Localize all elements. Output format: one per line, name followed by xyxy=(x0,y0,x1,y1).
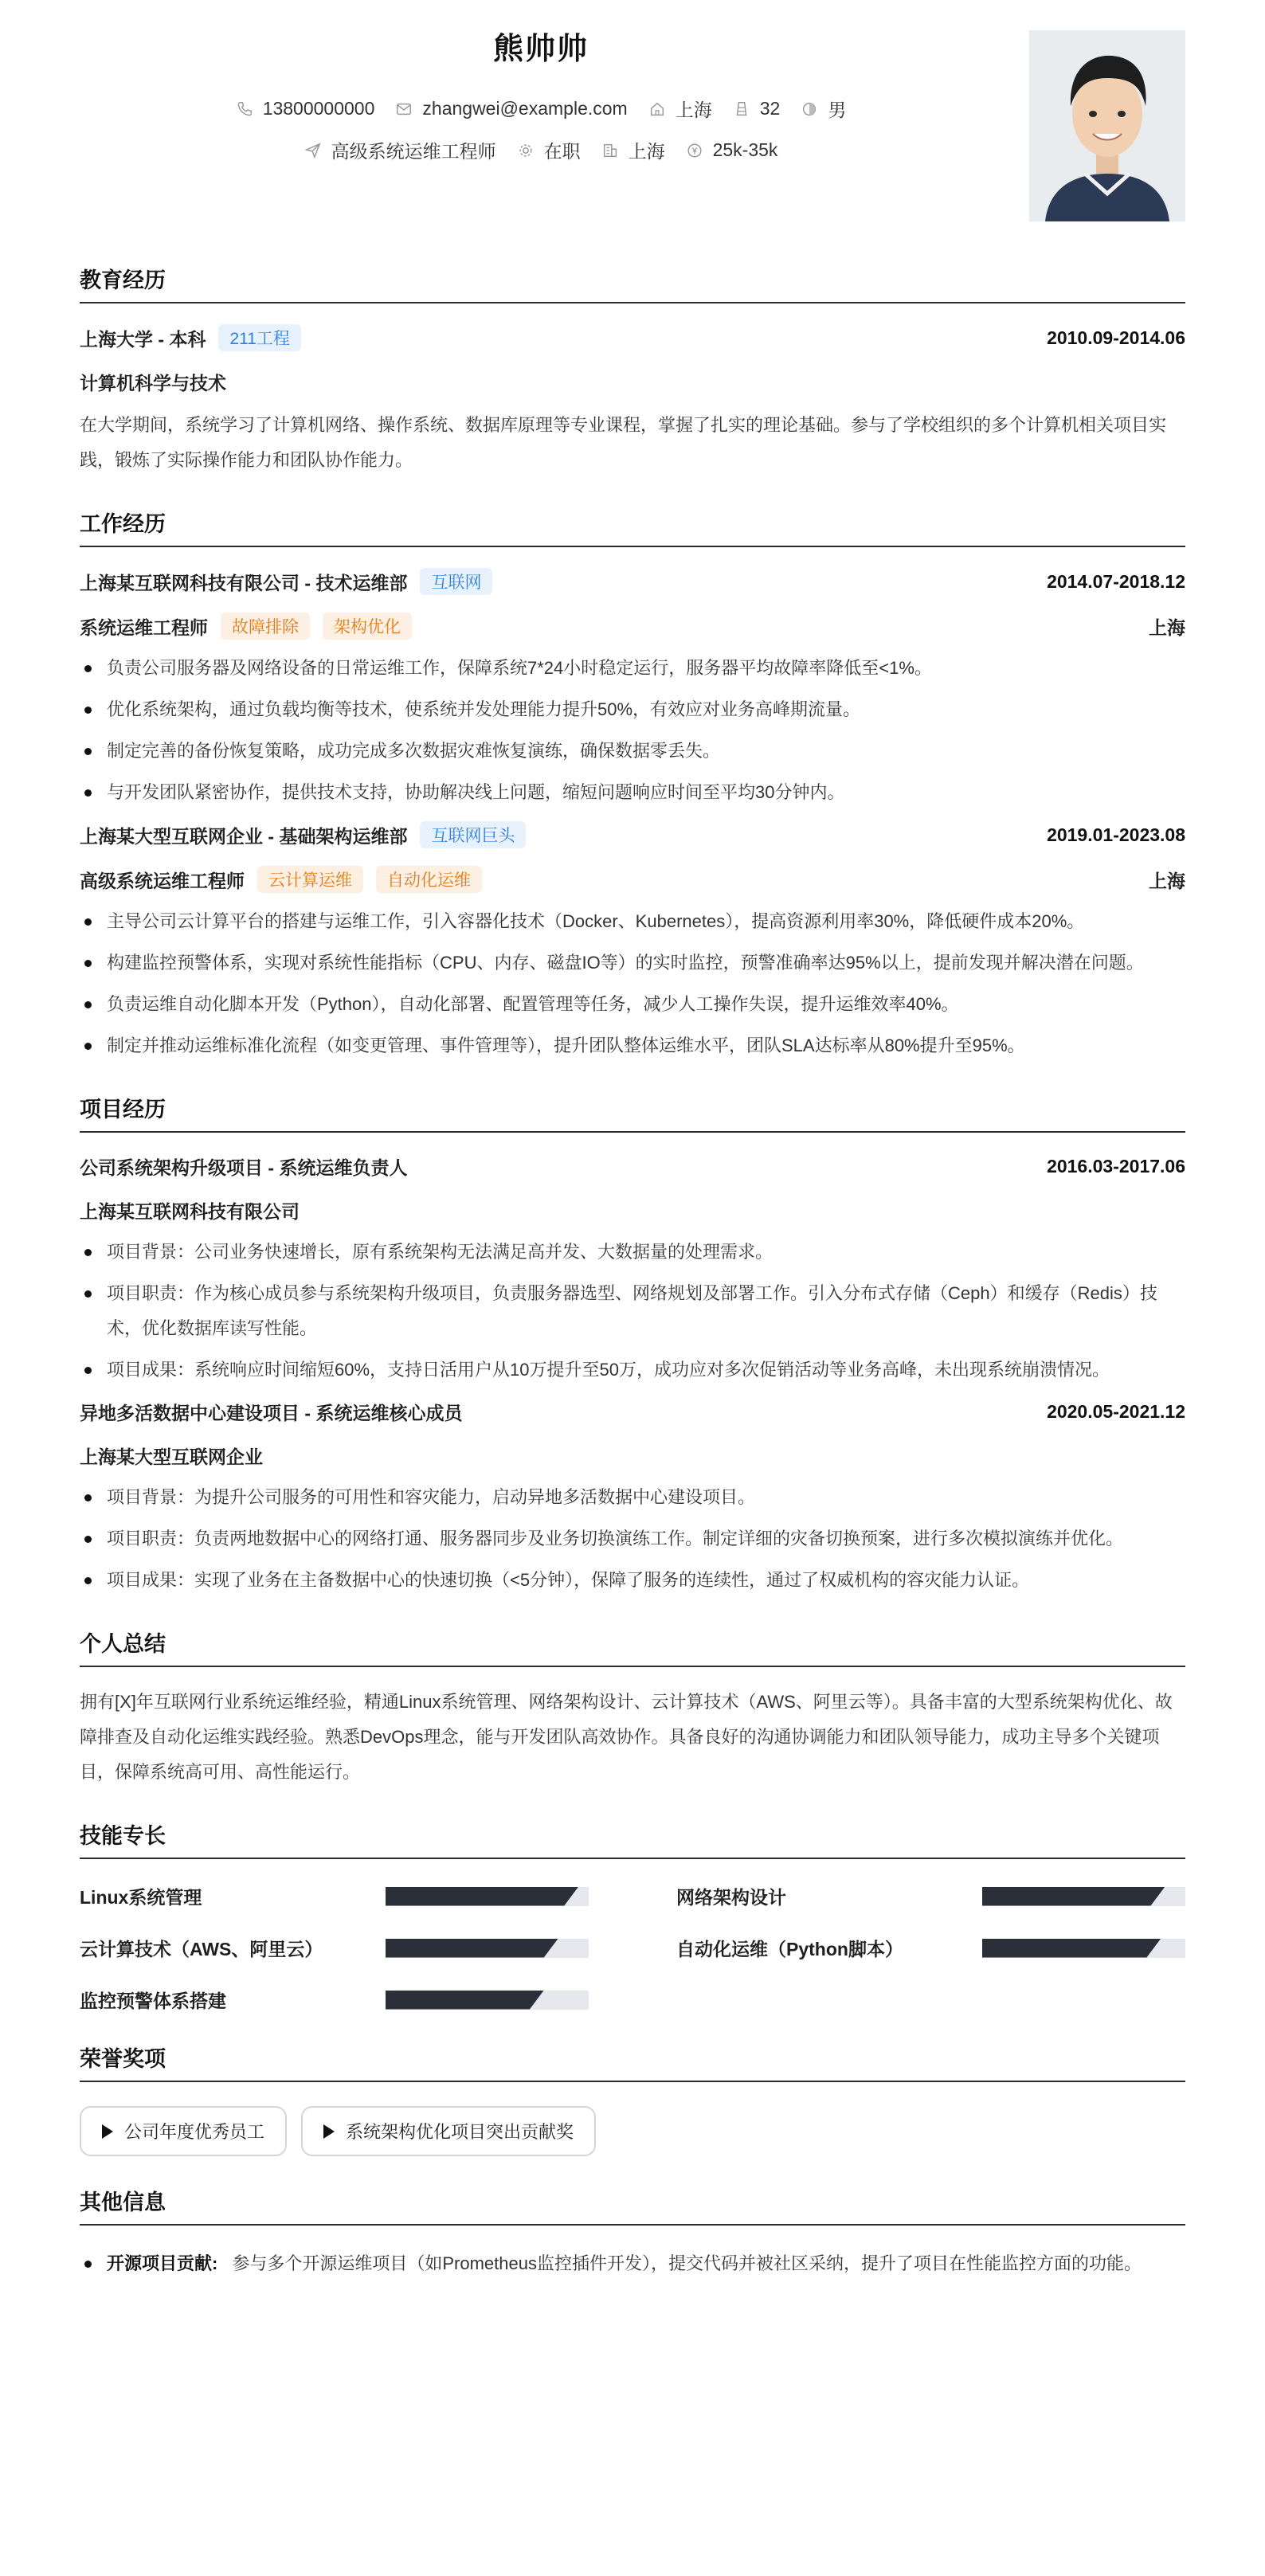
gender-text: 男 xyxy=(828,100,847,120)
list-item: 项目背景：为提升公司服务的可用性和容灾能力，启动异地多活数据中心建设项目。 xyxy=(80,1480,1185,1515)
work-date: 2019.01-2023.08 xyxy=(1047,824,1185,845)
section-title-honors: 荣誉奖项 xyxy=(80,2042,1185,2082)
work-entry xyxy=(80,821,1185,1063)
skill-tag: 自动化运维 xyxy=(376,866,482,893)
work-city-text: 上海 xyxy=(628,141,665,162)
job-title-item xyxy=(304,137,496,163)
project-name: 公司系统架构升级项目 - 系统运维负责人 xyxy=(80,1157,408,1178)
school-name: 上海大学 - 本科 xyxy=(80,328,206,350)
skill-item xyxy=(80,1883,589,1909)
summary-text: 拥有[X]年互联网行业系统运维经验，精通Linux系统管理、网络架构设计、云计算技术（AWS、阿里云等）。具备丰富的大型系统架构优化、故障排查及自动化运维实践经验。熟悉DevOps理念，能与开发团队高效协作。具备良好的沟通协调能力和团队领导能力，成功主导多个关键项目，保障系统高可用、高性能运行。 xyxy=(80,1692,1173,1782)
skill-item xyxy=(80,1987,589,2013)
section-title-education: 教育经历 xyxy=(80,263,1185,303)
list-item: 负责运维自动化脚本开发（Python），自动化部署、配置管理等任务，减少人工操作失误，提升运维效率40%。 xyxy=(80,987,1185,1022)
education-entry xyxy=(80,324,1185,478)
job-intent-row xyxy=(80,137,1002,163)
other-text: 参与多个开源运维项目（如Prometheus监控插件开发），提交代码并被社区采纳，提升了项目在性能监控方面的功能。 xyxy=(232,2253,1142,2273)
status-item xyxy=(517,137,581,163)
skill-name: Linux系统管理 xyxy=(80,1887,202,1908)
skill-level-fill xyxy=(982,1887,1165,1906)
age-item xyxy=(733,98,781,119)
skill-level-fill xyxy=(386,1939,558,1958)
mail-icon xyxy=(395,100,413,118)
list-item: 项目成果：系统响应时间缩短60%，支持日活用户从10万提升至50万，成功应对多次促销活动等业务高峰，未出现系统崩溃情况。 xyxy=(80,1353,1185,1388)
other-label: 开源项目贡献: xyxy=(80,2246,217,2281)
work-date: 2014.07-2018.12 xyxy=(1047,570,1185,592)
company-line xyxy=(80,568,492,595)
role-name: 系统运维工程师 xyxy=(80,617,208,638)
summary-section xyxy=(80,1627,1185,1790)
list-item: 制定并推动运维标准化流程（如变更管理、事件管理等），提升团队整体运维水平，团队SLA达标率从80%提升至95%。 xyxy=(80,1028,1185,1063)
list-item: 构建监控预警体系，实现对系统性能指标（CPU、内存、磁盘IO等）的实时监控，预警准确率达95%以上，提前发现并解决潜在问题。 xyxy=(80,945,1185,981)
skill-level-fill xyxy=(386,1991,544,2010)
project-bullets xyxy=(80,1480,1185,1598)
resume-header xyxy=(80,0,1185,239)
gender-icon xyxy=(801,100,818,118)
honors-section xyxy=(80,2042,1185,2156)
salary-text: 25k-35k xyxy=(712,139,778,160)
project-company: 上海某互联网科技有限公司 xyxy=(80,1201,300,1222)
list-item: 项目职责：负责两地数据中心的网络打通、服务器同步及业务切换演练工作。制定详细的灾备切换预案，进行多次模拟演练并优化。 xyxy=(80,1521,1185,1556)
skill-name: 自动化运维（Python脚本） xyxy=(676,1939,903,1959)
skill-level-bar xyxy=(386,1939,589,1958)
age-text: 32 xyxy=(759,98,781,119)
list-item: 项目成果：实现了业务在主备数据中心的快速切换（<5分钟），保障了服务的连续性，通过了权威机构的容灾能力认证。 xyxy=(80,1563,1185,1598)
company-name: 上海某大型互联网企业 - 基础架构运维部 xyxy=(80,825,408,847)
section-title-summary: 个人总结 xyxy=(80,1627,1185,1667)
school-line xyxy=(80,324,301,351)
skill-level-bar xyxy=(982,1939,1185,1958)
skill-tag: 故障排除 xyxy=(221,613,310,640)
skill-name: 网络架构设计 xyxy=(676,1887,786,1908)
company-tag: 互联网巨头 xyxy=(420,821,526,848)
location-item xyxy=(648,96,712,122)
skill-item xyxy=(80,1935,589,1961)
list-item: 制定完善的备份恢复策略，成功完成多次数据灾难恢复演练，确保数据零丢失。 xyxy=(80,734,1185,769)
avatar xyxy=(1029,30,1185,221)
education-section xyxy=(80,263,1185,478)
section-title-projects: 项目经历 xyxy=(80,1092,1185,1133)
project-company: 上海某大型互联网企业 xyxy=(80,1447,263,1467)
work-city: 上海 xyxy=(1149,870,1185,891)
education-description: 在大学期间，系统学习了计算机网络、操作系统、数据库原理等专业课程，掌握了扎实的理论基础。参与了学校组织的多个计算机相关项目实践，锻炼了实际操作能力和团队协作能力。 xyxy=(80,415,1167,470)
skill-level-fill xyxy=(386,1887,578,1906)
list-item: 与开发团队紧密协作，提供技术支持，协助解决线上问题，缩短问题响应时间至平均30分钟内。 xyxy=(80,775,1185,810)
company-line xyxy=(80,821,526,848)
honor-badge xyxy=(80,2106,287,2156)
school-tag: 211工程 xyxy=(218,324,300,351)
skill-name: 云计算技术（AWS、阿里云） xyxy=(80,1939,323,1959)
role-line xyxy=(80,866,482,893)
project-date: 2020.05-2021.12 xyxy=(1047,1401,1185,1422)
list-item: 主导公司云计算平台的搭建与运维工作，引入容器化技术（Docker、Kubernetes），提高资源利用率30%，降低硬件成本20%。 xyxy=(80,904,1185,939)
gear-icon xyxy=(517,142,535,159)
work-city: 上海 xyxy=(1149,617,1185,638)
skill-name: 监控预警体系搭建 xyxy=(80,1991,226,2011)
project-name: 异地多活数据中心建设项目 - 系统运维核心成员 xyxy=(80,1403,463,1423)
company-tag: 互联网 xyxy=(420,568,492,595)
honor-label: 公司年度优秀员工 xyxy=(124,2122,265,2142)
major: 计算机科学与技术 xyxy=(80,373,226,393)
skill-level-fill xyxy=(982,1939,1161,1958)
role-line xyxy=(80,613,412,640)
skill-level-bar xyxy=(386,1887,589,1906)
role-name: 高级系统运维工程师 xyxy=(80,870,245,891)
skill-item xyxy=(676,1935,1185,1961)
building-icon xyxy=(601,142,619,159)
gender-item xyxy=(801,96,846,122)
section-title-other: 其他信息 xyxy=(80,2185,1185,2226)
skill-tag: 云计算运维 xyxy=(257,866,363,893)
phone-text: 13800000000 xyxy=(262,98,375,119)
list-item: 项目背景：公司业务快速增长，原有系统架构无法满足高并发、大数据量的处理需求。 xyxy=(80,1235,1185,1270)
honor-label: 系统架构优化项目突出贡献奖 xyxy=(346,2122,574,2142)
company-name: 上海某互联网科技有限公司 - 技术运维部 xyxy=(80,572,408,593)
project-entry xyxy=(80,1399,1185,1598)
education-date: 2010.09-2014.06 xyxy=(1047,327,1185,348)
email-item xyxy=(395,98,627,119)
cake-icon xyxy=(733,100,750,118)
projects-section xyxy=(80,1092,1185,1598)
skill-item xyxy=(676,1883,1185,1909)
candidate-name: 熊帅帅 xyxy=(492,33,589,66)
skills-grid xyxy=(80,1883,1185,2013)
list-item: 负责公司服务器及网络设备的日常运维工作，保障系统7*24小时稳定运行，服务器平均故障率降低至<1%。 xyxy=(80,651,1185,686)
other-list xyxy=(80,2246,1185,2281)
honors-list xyxy=(80,2106,1185,2156)
send-icon xyxy=(304,142,322,159)
other-section xyxy=(80,2185,1185,2281)
work-section xyxy=(80,507,1185,1063)
play-icon xyxy=(102,2124,113,2139)
section-title-skills: 技能专长 xyxy=(80,1818,1185,1859)
section-title-work: 工作经历 xyxy=(80,507,1185,547)
list-item: 优化系统架构，通过负载均衡等技术，使系统并发处理能力提升50%，有效应对业务高峰期流量。 xyxy=(80,692,1185,727)
status-text: 在职 xyxy=(543,141,581,162)
phone-icon xyxy=(236,100,253,118)
home-icon xyxy=(648,100,666,118)
play-icon xyxy=(323,2124,335,2139)
work-bullets xyxy=(80,904,1185,1063)
job-title-text: 高级系统运维工程师 xyxy=(331,141,496,162)
list-item: 项目职责：作为核心成员参与系统架构升级项目，负责服务器选型、网络规划及部署工作。引入分布式存储（Ceph）和缓存（Redis）技术，优化数据库读写性能。 xyxy=(80,1276,1185,1346)
skill-level-bar xyxy=(386,1991,589,2010)
work-entry xyxy=(80,568,1185,810)
work-city-item xyxy=(601,137,665,163)
contact-row xyxy=(80,96,1002,122)
project-entry xyxy=(80,1153,1185,1388)
list-item xyxy=(80,2246,1185,2281)
project-date: 2016.03-2017.06 xyxy=(1047,1156,1185,1176)
phone-item xyxy=(236,98,375,119)
project-bullets xyxy=(80,1235,1185,1388)
location-text: 上海 xyxy=(675,100,712,120)
skill-tag: 架构优化 xyxy=(323,613,412,640)
email-text: zhangwei@example.com xyxy=(422,98,628,119)
work-bullets xyxy=(80,651,1185,810)
skill-level-bar xyxy=(982,1887,1185,1906)
skills-section xyxy=(80,1818,1185,2013)
salary-item xyxy=(686,139,778,161)
honor-badge xyxy=(301,2106,596,2156)
money-icon xyxy=(686,142,703,159)
